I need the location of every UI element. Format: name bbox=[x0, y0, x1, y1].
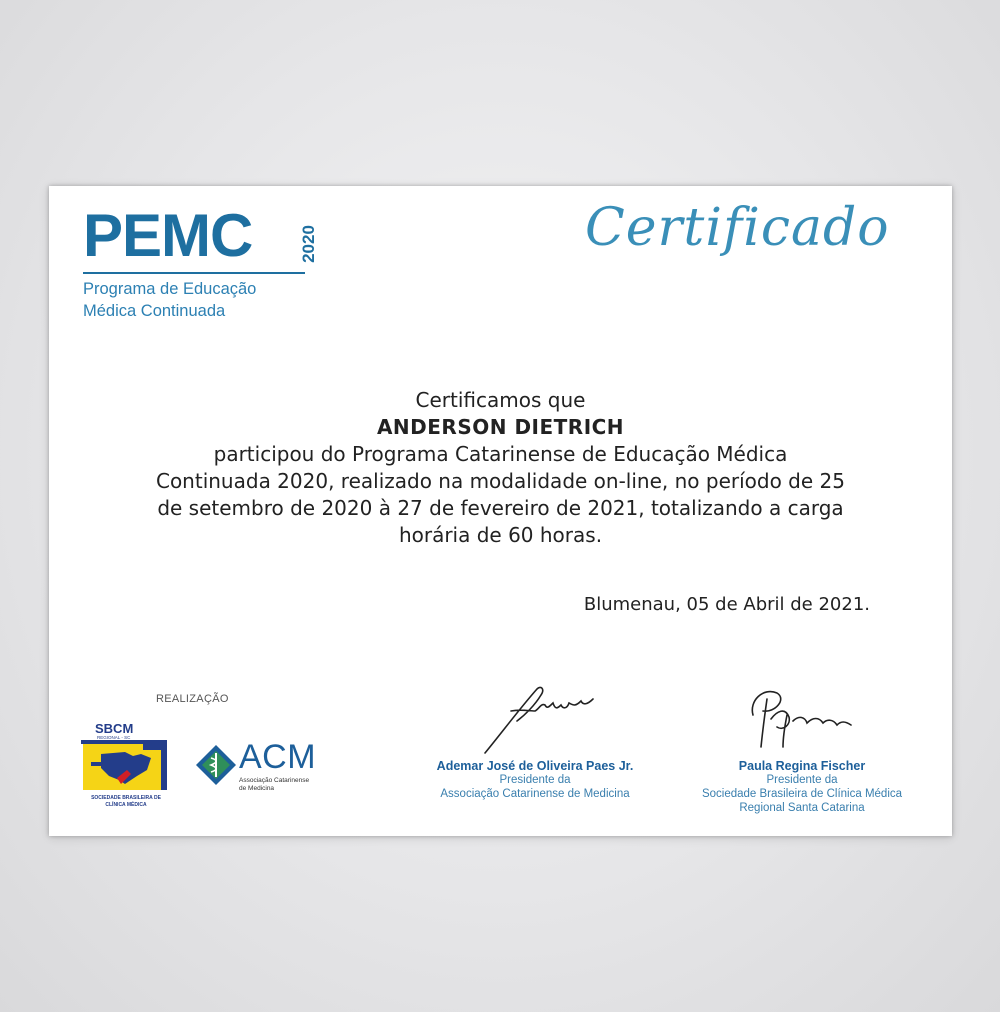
sbcm-logo bbox=[81, 721, 171, 813]
realizacao-label: REALIZAÇÃO bbox=[156, 693, 229, 705]
pemc-logo bbox=[83, 202, 318, 326]
signature-role-line1: Presidente da bbox=[766, 774, 838, 786]
signature-role-line2: Sociedade Brasileira de Clínica Médica bbox=[701, 788, 903, 800]
signature-role-line3: Regional Santa Catarina bbox=[739, 802, 865, 814]
body-line-2: Continuada 2020, realizado na modalidade on-line, no período de 25 bbox=[155, 469, 845, 493]
certificate-heading: Certificado bbox=[585, 198, 890, 258]
acm-sub-line1: Associação Catarinense bbox=[239, 777, 310, 784]
sbcm-emblem-icon bbox=[81, 740, 171, 792]
signature-block-paula bbox=[673, 681, 931, 815]
certificate-body bbox=[79, 387, 922, 549]
signature-paula-handwritten bbox=[727, 681, 877, 759]
body-line-1: participou do Programa Catarinense de Educação Médica bbox=[213, 442, 788, 466]
pemc-logo-year: 2020 bbox=[299, 225, 318, 263]
acm-sub-line2: de Medicina bbox=[239, 785, 275, 792]
body-line-4: horária de 60 horas. bbox=[398, 523, 603, 547]
acm-logo bbox=[195, 738, 320, 798]
pemc-logo-subtitle-line1: Programa de Educação bbox=[83, 280, 257, 298]
recipient-name: ANDERSON DIETRICH bbox=[376, 415, 625, 439]
acm-caduceus-icon bbox=[195, 744, 237, 786]
pemc-logo-title: PEMC bbox=[83, 202, 253, 269]
certificate bbox=[49, 186, 952, 836]
pemc-logo-rule bbox=[83, 272, 305, 274]
date-place: Blumenau, 05 de Abril de 2021. bbox=[583, 594, 870, 615]
body-line-3: de setembro de 2020 à 27 de fevereiro de 2021, totalizando a carga bbox=[157, 496, 844, 520]
intro-text: Certificamos que bbox=[415, 388, 586, 412]
signature-role-line1: Presidente da bbox=[499, 774, 571, 786]
signature-role-line2: Associação Catarinense de Medicina bbox=[440, 788, 630, 800]
sbcm-name-line1: SOCIEDADE BRASILEIRA DE bbox=[91, 795, 161, 801]
signature-block-ademar bbox=[399, 681, 671, 801]
acm-abbr: ACM bbox=[239, 738, 317, 776]
signature-name: Ademar José de Oliveira Paes Jr. bbox=[436, 759, 634, 773]
pemc-logo-subtitle-line2: Médica Continuada bbox=[83, 302, 226, 320]
signature-ademar-handwritten bbox=[455, 681, 615, 759]
sbcm-abbr: SBCM bbox=[95, 721, 134, 736]
sbcm-name-line2: CLÍNICA MÉDICA bbox=[105, 802, 147, 808]
sbcm-regional: REGIONAL - SC bbox=[97, 735, 131, 740]
signature-name: Paula Regina Fischer bbox=[738, 759, 866, 773]
